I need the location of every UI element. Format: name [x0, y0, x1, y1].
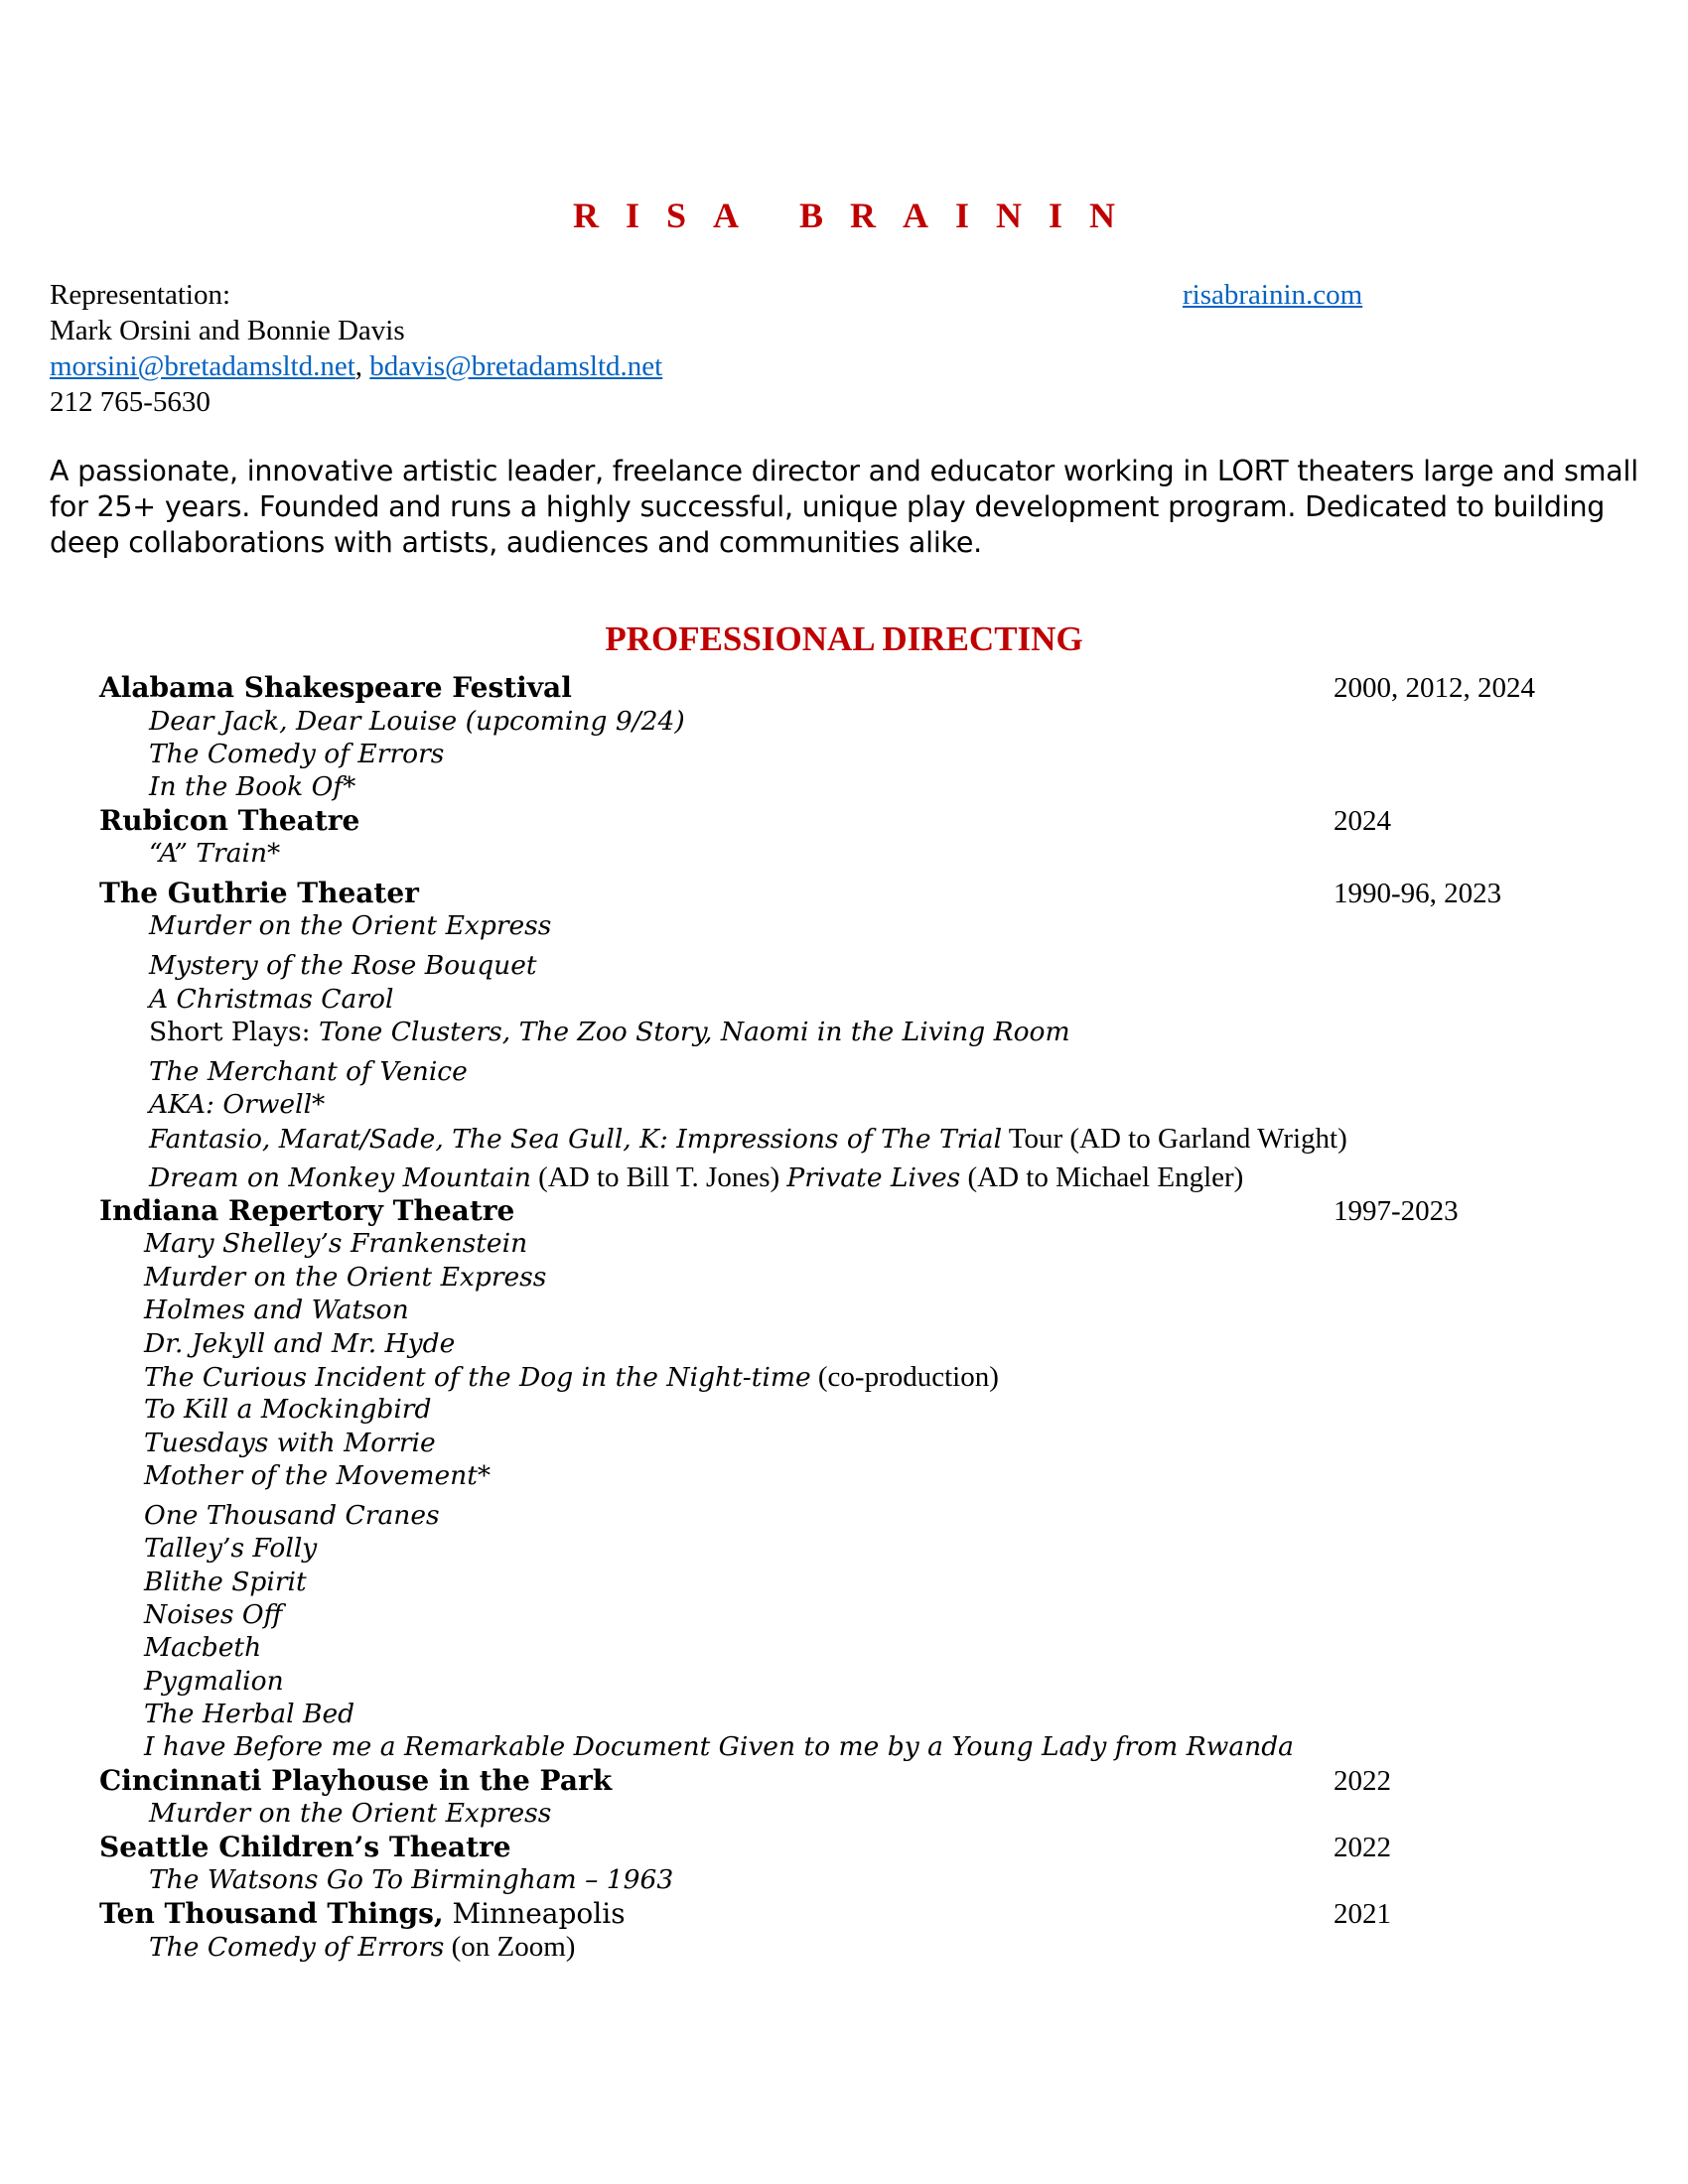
- theater-name: Indiana Repertory Theatre: [99, 1194, 515, 1227]
- theater-row: [0, 1831, 1688, 1864]
- production-title: Dream on Monkey Mountain: [149, 1162, 531, 1193]
- production-title: Dr. Jekyll and Mr. Hyde: [144, 1328, 456, 1359]
- production-title: Mary Shelley’s Frankenstein: [144, 1228, 528, 1259]
- production-title: The Watsons Go To Birmingham – 1963: [149, 1864, 674, 1895]
- production-row: [0, 1160, 1688, 1194]
- theater-name: Seattle Children’s Theatre: [99, 1831, 511, 1863]
- email-separator: ,: [354, 350, 370, 382]
- production-title: Blithe Spirit: [144, 1567, 307, 1597]
- email-link-bdavis[interactable]: bdavis@bretadamsltd.net: [369, 350, 663, 382]
- production-title: The Curious Incident of the Dog in the Night-time: [144, 1362, 811, 1393]
- representation-block: [50, 277, 662, 420]
- production-row: [0, 1598, 1688, 1632]
- production-row: [0, 1631, 1688, 1665]
- theater-row: [0, 1897, 1688, 1931]
- production-row: [0, 837, 1688, 871]
- production-title: One Thousand Cranes: [144, 1500, 440, 1531]
- theater-name-line: [99, 1897, 626, 1931]
- theater-name: Ten Thousand Things,: [99, 1897, 444, 1930]
- production-title: Macbeth: [144, 1632, 262, 1663]
- agent-phone: 212 765-5630: [50, 386, 211, 418]
- theater-name: Alabama Shakespeare Festival: [99, 671, 572, 704]
- short-plays-line: [149, 1016, 1070, 1049]
- production-title: The Herbal Bed: [144, 1699, 355, 1729]
- short-plays-titles: Tone Clusters, The Zoo Story, Naomi in the Living Room: [318, 1017, 1070, 1047]
- production-row: [0, 1797, 1688, 1831]
- tour-note: Tour (AD to Garland Wright): [1002, 1123, 1347, 1155]
- production-row: [0, 738, 1688, 771]
- theater-row: [0, 1764, 1688, 1798]
- production-row: [0, 1532, 1688, 1566]
- production-title: To Kill a Mockingbird: [144, 1394, 432, 1425]
- production-row: [0, 1294, 1688, 1327]
- production-title: Murder on the Orient Express: [144, 1262, 547, 1293]
- production-title: The Comedy of Errors: [149, 739, 445, 769]
- theater-row: [0, 671, 1688, 705]
- theater-location: Minneapolis: [443, 1897, 626, 1930]
- theater-years: 2022: [1334, 1832, 1391, 1863]
- agent-names: Mark Orsini and Bonnie Davis: [50, 315, 405, 346]
- production-title: Private Lives: [786, 1162, 961, 1193]
- production-title: The Merchant of Venice: [149, 1056, 468, 1087]
- production-title: The Comedy of Errors: [149, 1932, 445, 1963]
- production-row: [0, 1459, 1688, 1493]
- production-row: [0, 1930, 1688, 1964]
- production-title: Holmes and Watson: [144, 1295, 409, 1325]
- production-title: I have Before me a Remarkable Document Given to me by a Young Lady from Rwanda: [144, 1731, 1294, 1762]
- production-title: Murder on the Orient Express: [149, 910, 552, 941]
- tour-line: [149, 1122, 1347, 1157]
- theater-years: 2024: [1334, 805, 1391, 837]
- production-title: A Christmas Carol: [149, 984, 394, 1015]
- production-row: [0, 770, 1688, 804]
- production-row: [0, 1566, 1688, 1599]
- production-title: Mystery of the Rose Bouquet: [149, 950, 537, 981]
- production-title: Noises Off: [144, 1599, 283, 1630]
- email-link-morsini[interactable]: morsini@bretadamsltd.net: [50, 350, 355, 382]
- theater-name: Cincinnati Playhouse in the Park: [99, 1764, 613, 1797]
- production-row: [0, 983, 1688, 1017]
- theater-row: [0, 804, 1688, 838]
- production-title: Murder on the Orient Express: [149, 1798, 552, 1829]
- theater-years: 1997-2023: [1334, 1195, 1459, 1227]
- production-row: [0, 1730, 1688, 1764]
- production-row: [0, 1327, 1688, 1361]
- theater-years: 2021: [1334, 1898, 1391, 1930]
- production-note: (on Zoom): [444, 1931, 576, 1963]
- production-row: [0, 1393, 1688, 1427]
- production-row: [0, 1698, 1688, 1731]
- production-line: [149, 1930, 575, 1965]
- section-title-professional-directing: PROFESSIONAL DIRECTING: [605, 619, 1083, 658]
- summary-paragraph: A passionate, innovative artistic leader, freelance director and educator working in LORT theaters large and small for 25+ years. Founded and runs a highly successful, unique play development program. Dedicated to building deep collaborations with artists, audiences and communities alike.: [50, 455, 1638, 559]
- production-title: “A” Train*: [149, 838, 281, 869]
- production-row: [0, 1016, 1688, 1049]
- production-title: AKA: Orwell*: [149, 1089, 326, 1120]
- production-row: [0, 1055, 1688, 1089]
- representation-label: Representation:: [50, 279, 231, 311]
- theater-name: The Guthrie Theater: [99, 877, 419, 909]
- agent-emails: [50, 348, 662, 384]
- production-row: [0, 1227, 1688, 1261]
- production-row: [0, 1499, 1688, 1533]
- theater-years: 2022: [1334, 1765, 1391, 1797]
- production-title: Talley’s Folly: [144, 1533, 318, 1564]
- production-note: (AD to Bill T. Jones): [530, 1161, 787, 1193]
- assistant-director-line: [149, 1160, 1243, 1195]
- production-note: (co-production): [810, 1361, 999, 1393]
- production-row: [0, 1122, 1688, 1156]
- theater-years: 2000, 2012, 2024: [1334, 672, 1535, 704]
- production-title: In the Book Of*: [149, 771, 356, 802]
- theater-years: 1990-96, 2023: [1334, 878, 1502, 909]
- website-link[interactable]: risabrainin.com: [1183, 279, 1363, 311]
- theater-name: Rubicon Theatre: [99, 804, 360, 837]
- production-title: Mother of the Movement*: [144, 1460, 492, 1491]
- production-title: Tuesdays with Morrie: [144, 1428, 436, 1458]
- production-row: [0, 1261, 1688, 1295]
- theater-row: [0, 1194, 1688, 1228]
- production-row: [0, 1088, 1688, 1122]
- production-row: [0, 1427, 1688, 1460]
- production-row: [0, 705, 1688, 739]
- production-note: (AD to Michael Engler): [960, 1161, 1244, 1193]
- resume-name: RISA BRAININ: [572, 196, 1143, 235]
- production-title: Dear Jack, Dear Louise (upcoming 9/24): [149, 706, 685, 737]
- short-plays-label: Short Plays:: [149, 1017, 311, 1047]
- tour-titles: Fantasio, Marat/Sade, The Sea Gull, K: Impressions of The Trial: [149, 1124, 1003, 1155]
- production-row: [0, 1665, 1688, 1699]
- production-row: [0, 909, 1688, 943]
- production-line: [144, 1360, 999, 1395]
- theater-row: [0, 877, 1688, 910]
- production-row: [0, 1863, 1688, 1897]
- production-row: [0, 1360, 1688, 1394]
- production-row: [0, 949, 1688, 983]
- production-title: Pygmalion: [144, 1666, 284, 1697]
